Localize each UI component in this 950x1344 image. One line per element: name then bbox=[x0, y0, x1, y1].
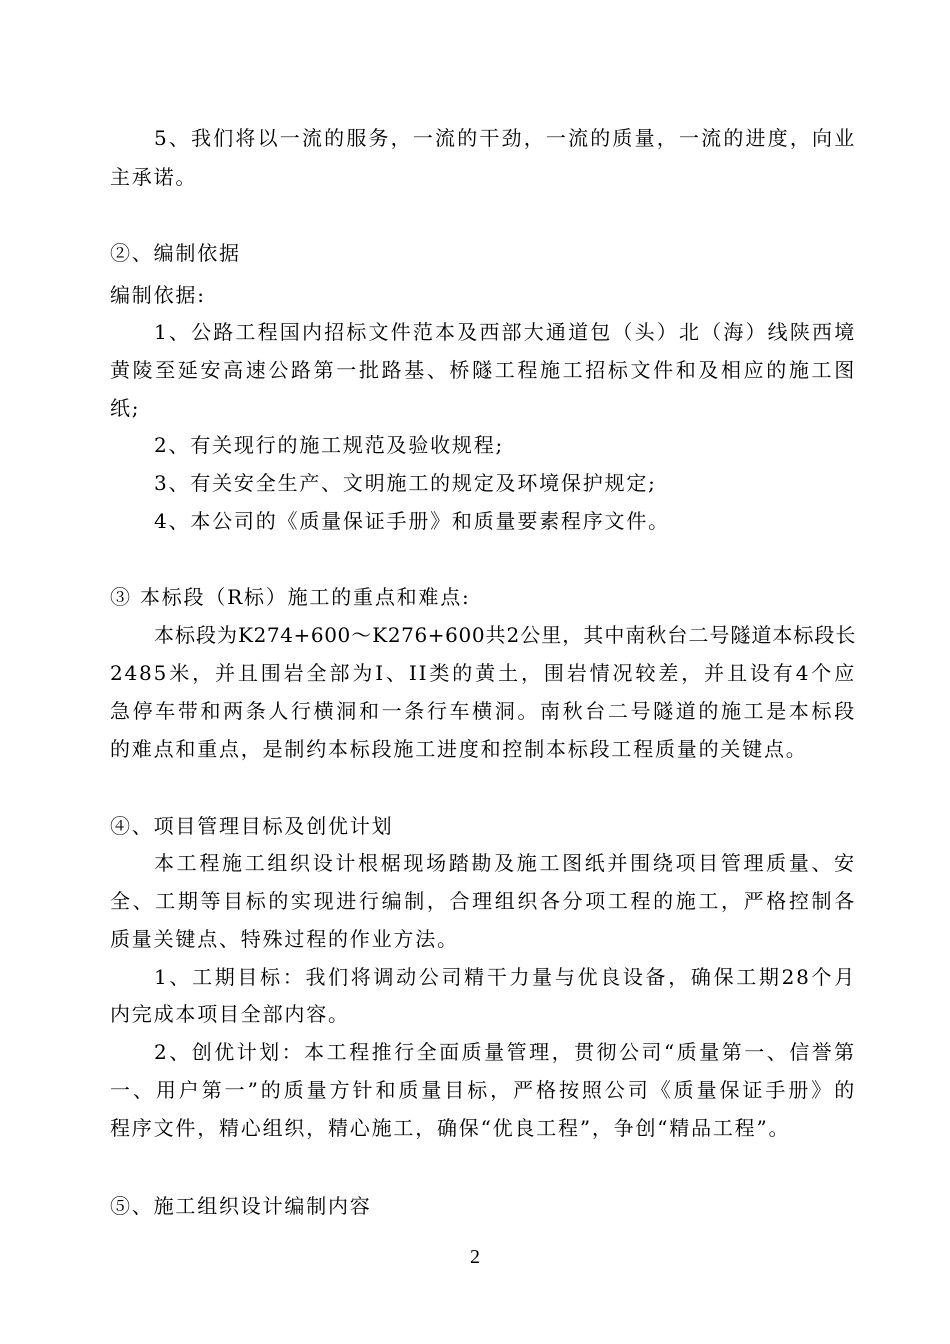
text-line: 2485米，并且围岩全部为I、II类的黄土，围岩情况较差，并且设有4个应 bbox=[110, 661, 856, 685]
section-heading: ②、编制依据 bbox=[110, 241, 241, 265]
text-line: 质量关键点、特殊过程的作业方法。 bbox=[110, 927, 459, 951]
text-line: 的难点和重点，是制约本标段施工进度和控制本标段工程质量的关键点。 bbox=[110, 737, 808, 761]
section-heading: ③ 本标段（R标）施工的重点和难点: bbox=[110, 585, 471, 609]
page-number: 2 bbox=[470, 1246, 480, 1268]
text-line: 内完成本项目全部内容。 bbox=[110, 1002, 350, 1026]
text-line: 程序文件，精心组织，精心施工，确保“优良工程”，争创“精品工程”。 bbox=[110, 1116, 791, 1140]
text-line: 2、创优计划：本工程推行全面质量管理，贯彻公司“质量第一、信誉第 bbox=[154, 1040, 856, 1064]
text-line: 全、工期等目标的实现进行编制，合理组织各分项工程的施工，严格控制各 bbox=[110, 889, 856, 913]
section-heading: ⑤、施工组织设计编制内容 bbox=[110, 1194, 372, 1218]
text-line: 主承诺。 bbox=[110, 165, 198, 189]
text-line: 3、有关安全生产、文明施工的规定及环境保护规定; bbox=[154, 471, 657, 495]
text-line: 5、我们将以一流的服务，一流的干劲，一流的质量，一流的进度，向业 bbox=[154, 126, 856, 150]
section-heading: ④、项目管理目标及创优计划 bbox=[110, 814, 394, 838]
text-line: 1、公路工程国内招标文件范本及西部大通道包（头）北（海）线陕西境 bbox=[154, 320, 856, 344]
text-line: 黄陵至延安高速公路第一批路基、桥隧工程施工招标文件和及相应的施工图 bbox=[110, 358, 856, 382]
text-line: 编制依据: bbox=[110, 283, 206, 307]
text-line: 本标段为K274+600～K276+600共2公里，其中南秋台二号隧道本标段长 bbox=[154, 623, 856, 647]
text-line: 纸; bbox=[110, 396, 141, 420]
text-line: 一、用户第一”的质量方针和质量目标，严格按照公司《质量保证手册》的 bbox=[110, 1078, 856, 1102]
text-line: 2、有关现行的施工规范及验收规程; bbox=[154, 433, 505, 457]
text-line: 本工程施工组织设计根椐现场踏勘及施工图纸并围绕项目管理质量、安 bbox=[154, 851, 856, 875]
text-line: 急停车带和两条人行横洞和一条行车横洞。南秋台二号隧道的施工是本标段 bbox=[110, 699, 856, 723]
text-line: 4、本公司的《质量保证手册》和质量要素程序文件。 bbox=[154, 509, 670, 533]
text-line: 1、工期目标：我们将调动公司精干力量与优良设备，确保工期28个月 bbox=[154, 965, 856, 989]
